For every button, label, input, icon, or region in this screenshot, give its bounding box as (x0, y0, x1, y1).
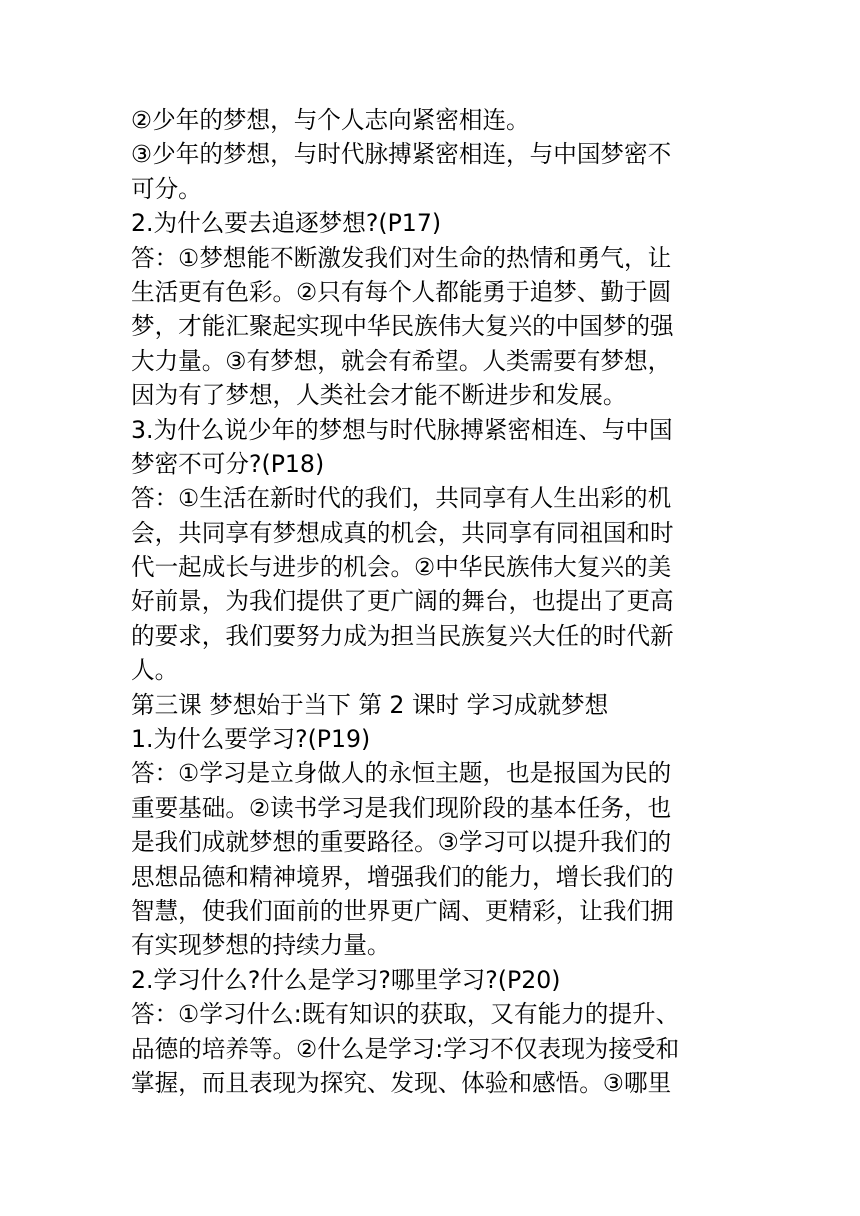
question-heading: 2.学习什么?什么是学习?哪里学习?(P20) (131, 965, 561, 994)
question-heading: 梦密不可分?(P18) (131, 449, 325, 478)
text-line: 好前景，为我们提供了更广阔的舞台，也提出了更高 (131, 587, 674, 616)
text-line: 重要基础。②读书学习是我们现阶段的基本任务，也 (131, 793, 672, 822)
text-line: 思想品德和精神境界，增强我们的能力，增长我们的 (131, 862, 674, 891)
document-page (131, 103, 731, 1100)
text-line: 会，共同享有梦想成真的机会，共同享有同祖国和时 (131, 518, 674, 547)
question-heading: 1.为什么要学习?(P19) (131, 725, 371, 754)
text-line: 梦，才能汇聚起实现中华民族伟大复兴的中国梦的强 (131, 312, 674, 341)
question-heading: 2.为什么要去追逐梦想?(P17) (131, 209, 442, 238)
text-line: 有实现梦想的持续力量。 (131, 931, 391, 960)
text-line: 可分。 (131, 174, 202, 203)
text-line: 智慧，使我们面前的世界更广阔、更精彩，让我们拥 (131, 896, 674, 925)
text-line: 答：①学习是立身做人的永恒主题，也是报国为民的 (131, 759, 672, 788)
text-line: ②少年的梦想，与个人志向紧密相连。 (131, 106, 530, 134)
text-line: ③少年的梦想，与时代脉搏紧密相连，与中国梦密不 (131, 140, 672, 169)
text-line: 因为有了梦想，人类社会才能不断进步和发展。 (131, 381, 627, 410)
text-line: 代一起成长与进步的机会。②中华民族伟大复兴的美 (131, 553, 672, 582)
text-line: 大力量。③有梦想，就会有希望。人类需要有梦想， (131, 346, 672, 375)
text-line: 品德的培养等。②什么是学习:学习不仅表现为接受和 (131, 1034, 680, 1063)
text-line: 答：①梦想能不断激发我们对生命的热情和勇气，让 (131, 243, 672, 272)
text-line: 生活更有色彩。②只有每个人都能勇于追梦、勤于圆 (131, 277, 672, 306)
question-heading: 3.为什么说少年的梦想与时代脉搏紧密相连、与中国 (131, 415, 673, 444)
text-line: 掌握，而且表现为探究、发现、体验和感悟。③哪里 (131, 1068, 672, 1097)
text-line: 答：①生活在新时代的我们，共同享有人生出彩的机 (131, 484, 672, 513)
text-line: 人。 (131, 656, 179, 685)
text-line: 的要求，我们要努力成为担当民族复兴大任的时代新 (131, 621, 674, 650)
text-line: 是我们成就梦想的重要路径。③学习可以提升我们的 (131, 828, 672, 857)
text-line: 答：①学习什么:既有知识的获取，又有能力的提升、 (131, 1000, 680, 1029)
lesson-heading: 第三课 梦想始于当下 第 2 课时 学习成就梦想 (131, 690, 609, 719)
